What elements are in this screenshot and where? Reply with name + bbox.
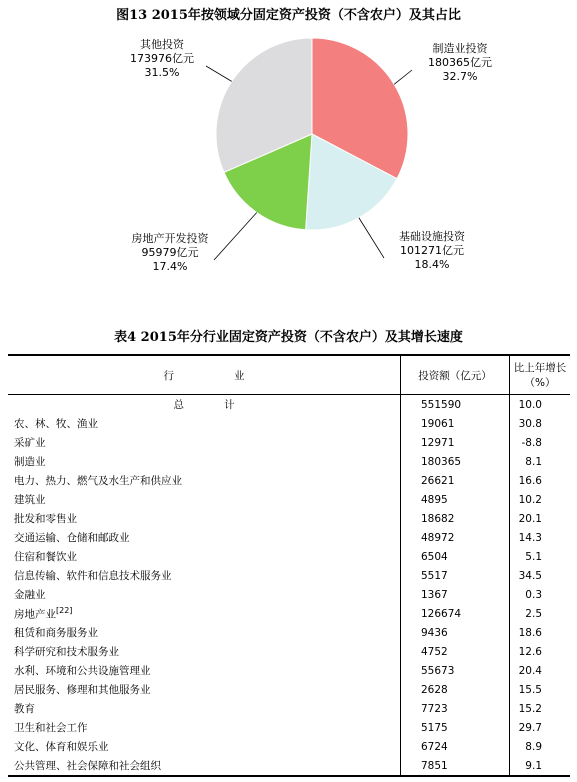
pie-label-name: 其他投资 <box>140 38 184 51</box>
pie-label-value: 173976亿元 <box>130 52 194 65</box>
row-growth: 2.5 <box>510 604 571 623</box>
row-investment: 5175 <box>401 718 510 737</box>
pie-leader-line <box>394 70 412 84</box>
row-investment: 2628 <box>401 680 510 699</box>
row-industry <box>8 433 401 452</box>
row-growth: 15.2 <box>510 699 571 718</box>
row-growth: 18.6 <box>510 623 571 642</box>
row-industry <box>8 642 401 661</box>
row-investment: 48972 <box>401 528 510 547</box>
pie-label-value: 95979亿元 <box>141 246 199 259</box>
row-growth: -8.8 <box>510 433 571 452</box>
row-growth: 10.2 <box>510 490 571 509</box>
row-industry-label: 信息传输、软件和信息技术服务业 <box>14 570 172 582</box>
row-industry <box>8 547 401 566</box>
row-industry-label: 总计 <box>173 399 275 411</box>
row-investment: 6504 <box>401 547 510 566</box>
table-row <box>8 433 570 452</box>
row-investment: 7723 <box>401 699 510 718</box>
row-industry <box>8 566 401 585</box>
table-row <box>8 642 570 661</box>
row-investment: 55673 <box>401 661 510 680</box>
row-industry-label: 住宿和餐饮业 <box>14 551 77 563</box>
row-industry-label: 居民服务、修理和其他服务业 <box>14 684 151 696</box>
pie-leader-line <box>206 66 232 81</box>
pie-label-percent: 31.5% <box>144 66 180 79</box>
row-investment: 19061 <box>401 414 510 433</box>
row-growth: 0.3 <box>510 585 571 604</box>
table-row <box>8 756 570 776</box>
row-investment: 4752 <box>401 642 510 661</box>
row-growth: 5.1 <box>510 547 571 566</box>
row-industry-label: 教育 <box>14 703 35 715</box>
row-investment: 12971 <box>401 433 510 452</box>
figure-title: 图13 2015年按领域分固定资产投资（不含农户）及其占比 <box>116 8 461 23</box>
row-industry-label: 房地产业 <box>14 608 56 621</box>
row-growth: 12.6 <box>510 642 571 661</box>
table-row <box>8 737 570 756</box>
row-industry <box>8 718 401 737</box>
row-industry-label: 批发和零售业 <box>14 513 77 525</box>
footnote-ref: [22] <box>56 605 73 615</box>
investment-table <box>8 354 570 777</box>
pie-label-percent: 32.7% <box>442 70 478 83</box>
table-row <box>8 566 570 585</box>
row-growth: 29.7 <box>510 718 571 737</box>
table-row <box>8 699 570 718</box>
row-growth: 14.3 <box>510 528 571 547</box>
table-row <box>8 471 570 490</box>
pie-label-name: 房地产开发投资 <box>131 232 209 245</box>
row-industry <box>8 756 401 776</box>
table-row <box>8 585 570 604</box>
row-investment: 18682 <box>401 509 510 528</box>
row-industry <box>8 471 401 490</box>
table-body <box>8 395 570 777</box>
row-investment: 6724 <box>401 737 510 756</box>
row-industry <box>8 528 401 547</box>
row-industry-label: 交通运输、仓储和邮政业 <box>14 532 130 544</box>
pie-label-name: 制造业投资 <box>432 42 488 55</box>
table-row <box>8 680 570 699</box>
table-row <box>8 718 570 737</box>
row-investment: 126674 <box>401 604 510 623</box>
row-industry <box>8 490 401 509</box>
row-industry-label: 公共管理、社会保障和社会组织 <box>14 760 161 772</box>
row-investment: 551590 <box>401 395 510 415</box>
row-industry <box>8 395 401 415</box>
table-row <box>8 661 570 680</box>
row-growth: 8.1 <box>510 452 571 471</box>
table-row <box>8 414 570 433</box>
pie-leader-line <box>214 213 257 260</box>
row-industry-label: 农、林、牧、渔业 <box>14 418 98 430</box>
row-growth: 16.6 <box>510 471 571 490</box>
row-industry-label: 金融业 <box>14 589 46 601</box>
row-investment: 7851 <box>401 756 510 776</box>
row-investment: 5517 <box>401 566 510 585</box>
row-investment: 1367 <box>401 585 510 604</box>
pie-label-percent: 18.4% <box>414 258 450 271</box>
pie-leader-line <box>359 218 384 258</box>
table-row <box>8 452 570 471</box>
pie-label-value: 180365亿元 <box>428 56 492 69</box>
row-industry-label: 建筑业 <box>14 494 46 506</box>
table-row-total <box>8 395 570 415</box>
row-industry <box>8 737 401 756</box>
table-row <box>8 604 570 623</box>
pie-label-value: 101271亿元 <box>400 244 464 257</box>
row-industry <box>8 509 401 528</box>
row-investment: 9436 <box>401 623 510 642</box>
row-industry <box>8 604 401 623</box>
row-industry-label: 文化、体育和娱乐业 <box>14 741 109 753</box>
row-industry <box>8 680 401 699</box>
row-growth: 20.1 <box>510 509 571 528</box>
pie-label-name: 基础设施投资 <box>399 230 465 243</box>
row-growth: 8.9 <box>510 737 571 756</box>
table-row <box>8 509 570 528</box>
row-growth: 30.8 <box>510 414 571 433</box>
row-growth: 34.5 <box>510 566 571 585</box>
header-investment: 投资额（亿元） <box>401 355 510 395</box>
row-industry <box>8 414 401 433</box>
pie-slices <box>216 38 408 230</box>
row-investment: 26621 <box>401 471 510 490</box>
row-industry <box>8 661 401 680</box>
row-industry-label: 水利、环境和公共设施管理业 <box>14 665 151 677</box>
table-row <box>8 623 570 642</box>
row-growth: 9.1 <box>510 756 571 776</box>
table-row <box>8 547 570 566</box>
row-growth: 20.4 <box>510 661 571 680</box>
row-growth: 15.5 <box>510 680 571 699</box>
row-industry <box>8 623 401 642</box>
row-investment: 180365 <box>401 452 510 471</box>
row-industry <box>8 699 401 718</box>
table-row <box>8 528 570 547</box>
row-investment: 4895 <box>401 490 510 509</box>
row-industry-label: 租赁和商务服务业 <box>14 627 98 639</box>
row-growth: 10.0 <box>510 395 571 415</box>
row-industry <box>8 585 401 604</box>
table-row <box>8 490 570 509</box>
pie-label-percent: 17.4% <box>152 260 188 273</box>
table-header-row <box>8 355 570 395</box>
header-growth: 比上年增长（%） <box>510 355 571 395</box>
row-industry <box>8 452 401 471</box>
header-industry: 行业 <box>8 355 401 395</box>
row-industry-label: 科学研究和技术服务业 <box>14 646 119 658</box>
row-industry-label: 制造业 <box>14 456 46 468</box>
pie-chart <box>0 22 577 312</box>
row-industry-label: 卫生和社会工作 <box>14 722 88 734</box>
row-industry-label: 电力、热力、燃气及水生产和供应业 <box>14 475 182 487</box>
table-title: 表4 2015年分行业固定资产投资（不含农户）及其增长速度 <box>114 330 463 345</box>
row-industry-label: 采矿业 <box>14 437 46 449</box>
